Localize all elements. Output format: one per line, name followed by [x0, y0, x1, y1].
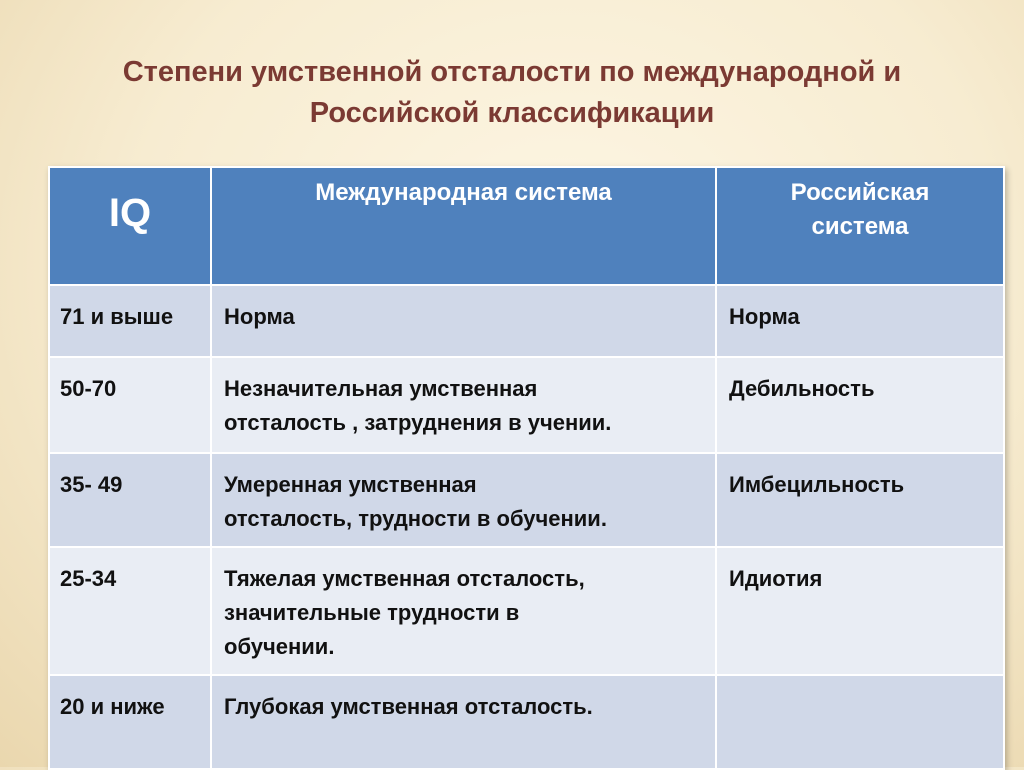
cell-international	[211, 453, 716, 547]
cell-international	[211, 675, 716, 769]
cell-iq: 35- 49	[49, 453, 211, 547]
cell-russian: Идиотия	[716, 547, 1004, 675]
slide-title-line-2: Российской классификации	[309, 97, 715, 129]
table-row	[49, 675, 1004, 769]
cell-line: значительные трудности в	[224, 600, 520, 625]
cell-russian: Имбецильность	[716, 453, 1004, 547]
cell-iq: 50-70	[49, 357, 211, 453]
cell-russian: Дебильность	[716, 357, 1004, 453]
header-international: Международная система	[211, 167, 716, 285]
cell-russian: Норма	[716, 285, 1004, 357]
cell-line: обучении.	[224, 634, 335, 659]
cell-line: Тяжелая умственная отсталость,	[224, 566, 585, 591]
cell-international	[211, 547, 716, 675]
cell-iq: 25-34	[49, 547, 211, 675]
header-russian-line-1: Российская	[790, 179, 930, 206]
cell-iq: 20 и ниже	[49, 675, 211, 769]
cell-line: Умеренная умственная	[224, 472, 477, 497]
slide-title	[60, 52, 964, 134]
classification-table	[48, 166, 1005, 770]
cell-international	[211, 357, 716, 453]
table-row	[49, 285, 1004, 357]
cell-iq: 71 и выше	[49, 285, 211, 357]
cell-international	[211, 285, 716, 357]
header-iq: IQ	[49, 167, 211, 285]
slide-title-line-1: Степени умственной отсталости по международной и	[122, 56, 902, 88]
cell-line: отсталость, трудности в обучении.	[224, 506, 607, 531]
header-russian-line-2: система	[811, 213, 909, 240]
cell-russian	[716, 675, 1004, 769]
cell-line: отсталость , затруднения в учении.	[224, 410, 612, 435]
cell-line: Глубокая умственная отсталость.	[224, 694, 593, 719]
table-header-row	[49, 167, 1004, 285]
cell-line: Незначительная умственная	[224, 376, 538, 401]
table-row	[49, 357, 1004, 453]
table-row	[49, 453, 1004, 547]
cell-line: Норма	[224, 304, 295, 329]
header-russian	[716, 167, 1004, 285]
table-row	[49, 547, 1004, 675]
